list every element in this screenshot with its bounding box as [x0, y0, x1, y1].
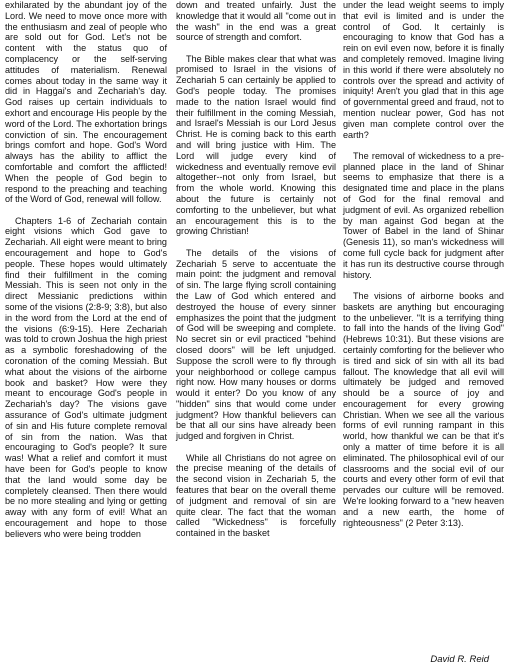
text-column-3 [343, 0, 504, 539]
text-column-1 [5, 0, 167, 550]
column-2-paragraph-4: While all Christians do not agree on the precise meaning of the details of the second vision in Zechariah 5, the features that bear on the overall theme of judgment and removal of sin are quite clear. The fact that the woman called "Wickedness" is forcefully contained in the basket [176, 452, 336, 539]
column-3-paragraph-3: The visions of airborne books and baskets are anything but encouraging to the unbeliever. "It is a terrifying thing to fall into the hands of the living God" (Hebrews 10:31). But these visions are certainly comforting for the believer who is tired and sick of sin with all its bad fallout. The knowledge that all evil will ultimately be judged and removed should be a source of joy and encouragement for every growing Christian. When we see all the various forms of evil running rampant in this world, how thankful we can be that it's only a matter of time before it is all eliminated. The philosophical evil of our classrooms and the social evil of our courts and every other form of evil that pervades our culture will be removed. We're looking forward to a "new heaven and a new earth, the home of righteousness" (2 Peter 3:13). [343, 290, 504, 528]
text-column-2 [176, 0, 336, 549]
column-3-paragraph-2: The removal of wickedness to a pre-planned place in the land of Shinar seems to emphasize that there is a designated time and place in the plans of God for the final removal and judgment of evil. As organized rebellion by man against God began at the Tower of Babel in the land of Shinar (Genesis 11), so man's wickedness will come full cycle back for judgment after it has run its destructive course through history. [343, 150, 504, 280]
author-signature: David R. Reid [430, 654, 489, 665]
column-3-paragraph-1: under the lead weight seems to imply that evil is limited and is under the control of God. It certainly is encouraging to know that God has a rein on evil even now, before it is finally and completely removed. Imagine living in this world if there were absolutely no controls over the spread and activity of iniquity! Aren't you glad that in this age of governmental greed and fraud, not to mention nuclear power, God has not given man complete control over the earth? [343, 0, 504, 140]
column-2-paragraph-2: The Bible makes clear that what was promised to Israel in the visions of Zechariah 5 can certainly be applied to God's people today. The promises made to the nation Israel would find their fulfillment in the coming Messiah, and Israel's Messiah is our Lord Jesus Christ. He is coming back to this earth and will bring justice with Him. The Lord will judge every kind of wickedness and eventually remove evil altogether--not only from Israel, but from the whole world. Knowing this about the future is certainly not comforting to the unbeliever, but what an encouragement this is to the growing Christian! [176, 53, 336, 237]
column-2-paragraph-3: The details of the visions of Zechariah 5 serve to accentuate the main point: the judgment and removal of sin. The large flying scroll containing the Law of God which entered and destroyed the house of every sinner emphasizes the point that the judgment of God will be sweeping and complete. No secret sin or evil practiced "behind closed doors" will be left unjudged. Suppose the scroll were to fly through your neighborhood or college campus right now. How many houses or dorms would it enter? Do you know of any "hidden" sins that would come under judgment? How thankful believers can be that all our sins have already been judged and forgiven in Christ. [176, 247, 336, 442]
column-1-paragraph-2: Chapters 1-6 of Zechariah contain eight visions which God gave to Zechariah. All eight were meant to bring encouragement and hope to God's people. These hopes would ultimately find their fulfillment in the coming Messiah. This is seen not only in the direct Messianic predictions within some of the visions (2:8-9; 3:8), but also in the word from the Lord at the end of the visions (6:9-15). Here Zechariah was told to crown Joshua the high priest as a symbolic foreshadowing of the coronation of the coming Messiah. But what about the visions of the airborne book and basket? How were they meant to encourage God's people in Zechariah's day? The visions gave assurance of God's ultimate judgment of sin and His future complete removal of sin from the nation. Was that encouraging to God's people? It sure was! What a relief and comfort it must have been for God's people to know that the land would some day be completely cleansed. Then there would be no more stealing and lying or getting away with any form of evil! What an encouragement and hope to those believers who were being trodden [5, 215, 167, 539]
column-1-paragraph-1: exhilarated by the abundant joy of the Lord. We need to move once more with the enthusiasm and zeal of people who are sold out for God. Let's not be content with the status quo of complacency or the self-serving attitudes of materialism. Renewal comes about today in the same way it did in Haggai's and Zechariah's day. God raises up certain individuals to exhort and encourage His people by the word of the Lord. The exhortation brings conviction of sin. The encouragement brings comfort and hope. God's Word always has the ability to afflict the comfortable and comfort the afflicted! When the people of God begin to respond to the preaching and teaching of the Word of God, renewal will follow. [5, 0, 167, 205]
column-2-paragraph-1: down and treated unfairly. Just the knowledge that it would all "come out in the wash" in the end was a great source of strength and comfort. [176, 0, 336, 43]
